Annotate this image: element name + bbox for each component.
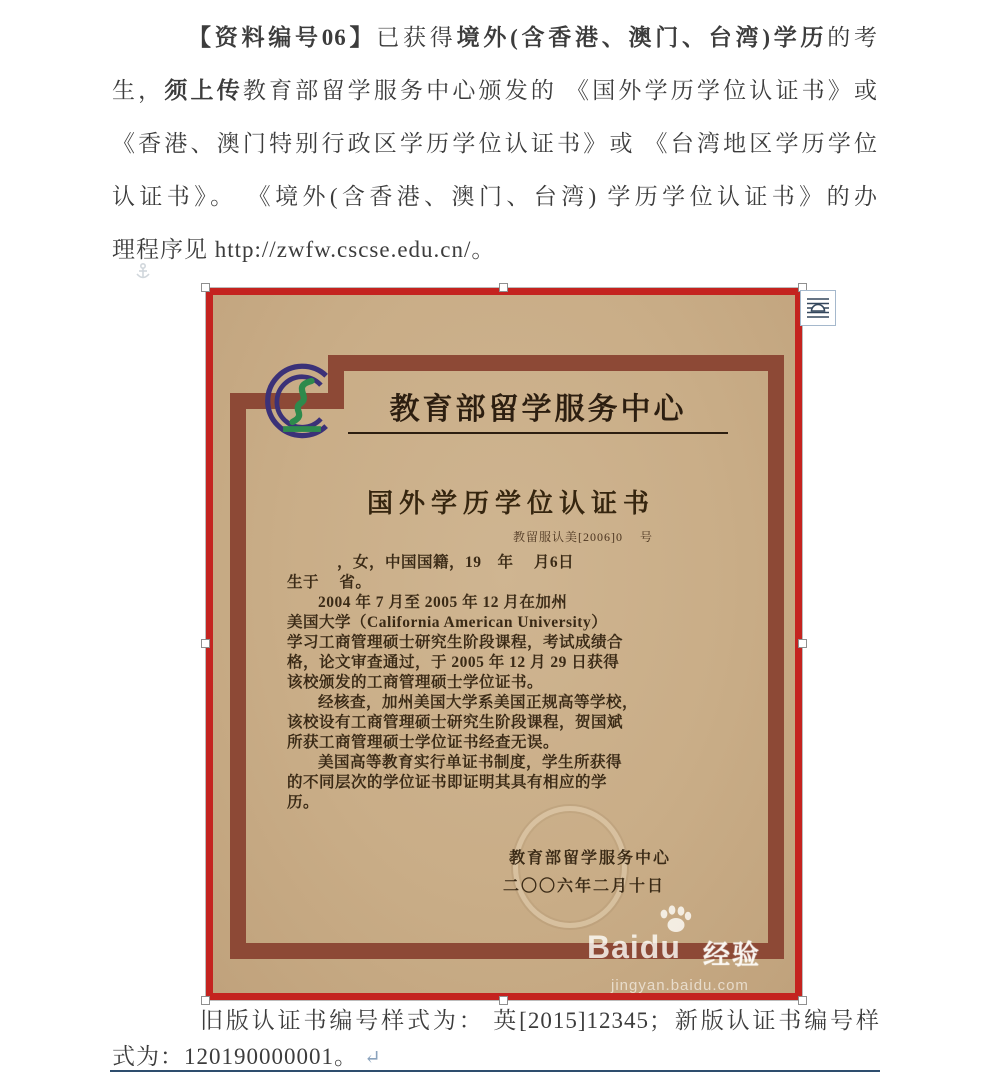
cert-body-line: 该校颁发的工商管理硕士学位证书。 [287,674,544,691]
footer-divider [110,1070,880,1072]
intro-text: 的考 [827,25,879,50]
footer-line-2 [112,1043,882,1072]
certificate-paper [213,295,795,993]
intro-line-4: 认证书》。 《境外(含香港、澳门、台湾) 学历学位认证书》的办 [112,184,878,209]
intro-text: 生， [112,78,165,103]
watermark-site-url: jingyan.baidu.com [611,977,749,994]
layout-options-icon [805,295,831,321]
certificate-image[interactable] [206,288,802,1000]
intro-line-3: 《香港、澳门特别行政区学历学位认证书》或 《台湾地区学历学位 [112,131,878,156]
intro-text: 教育部留学服务中心颁发的 《国外学历学位认证书》或 [242,78,879,103]
cert-body-line: 格，论文审查通过，于 2005 年 12 月 29 日获得 [287,654,620,671]
signature-date: 二〇〇六年二月十日 [503,878,666,895]
cert-body-line: 学习工商管理硕士研究生阶段课程，考试成绩合 [287,634,624,651]
logo-banner [283,426,321,432]
intro-bold-text: 境外(含香港、澳门、台湾)学历 [456,25,828,50]
intro-ref-number: 【资料编号06】 [188,25,377,50]
watermark-brand-suffix: 经验 [703,940,761,970]
cert-body-line: 所获工商管理硕士学位证书经查无误。 [287,734,560,751]
footer-text: 式为：120190000001。 [112,1044,358,1069]
selection-handle-top-left[interactable] [201,283,210,292]
signature-organization: 教育部留学服务中心 [509,850,672,867]
cert-body-line: 生于 省。 [287,574,372,591]
selection-handle-mid-right[interactable] [798,639,807,648]
footer-line-1: 旧版认证书编号样式为： 英[2015]12345；新版认证书编号样 [200,1008,880,1033]
intro-line-2 [112,77,878,105]
cert-body-line: 的不同层次的学位证书即证明其具有相应的学 [287,774,608,791]
certificate-issuer-header: 教育部留学服务中心 [348,384,728,434]
cert-body-line: 该校设有工商管理硕士研究生阶段课程，贺国斌 [287,714,624,731]
selection-handle-mid-left[interactable] [201,639,210,648]
cert-body-line: 美国高等教育实行单证书制度，学生所获得 [318,754,623,771]
certificate-number: 教留服认美[2006]0 号 [513,530,653,544]
cert-body-line: 美国大学（California American University） [287,614,608,631]
layout-options-button[interactable] [800,290,836,326]
selection-handle-bottom-left[interactable] [201,996,210,1005]
cscse-logo-icon [260,360,344,444]
intro-line-1 [188,24,878,52]
selection-handle-top-center[interactable] [499,283,508,292]
cert-body-line: 经核查，加州美国大学系美国正规高等学校， [318,694,639,711]
selection-handle-bottom-center[interactable] [499,996,508,1005]
cert-body-line: 2004 年 7 月至 2005 年 12 月在加州 [318,594,568,611]
cert-body-line: 历。 [287,794,320,811]
watermark-brand: Baidu [587,929,681,965]
paragraph-mark: ↵ [364,1047,381,1069]
selection-handle-bottom-right[interactable] [798,996,807,1005]
certificate-title: 国外学历学位认证书 [366,489,655,518]
object-anchor-icon [134,262,152,282]
intro-line-5: 理程序见 http://zwfw.cscse.edu.cn/。 [112,237,496,262]
intro-bold-text: 须上传 [164,78,243,103]
cert-body-line: ，女，中国国籍，19 年 月6日 [337,554,575,571]
intro-text: 已获得 [376,25,457,50]
